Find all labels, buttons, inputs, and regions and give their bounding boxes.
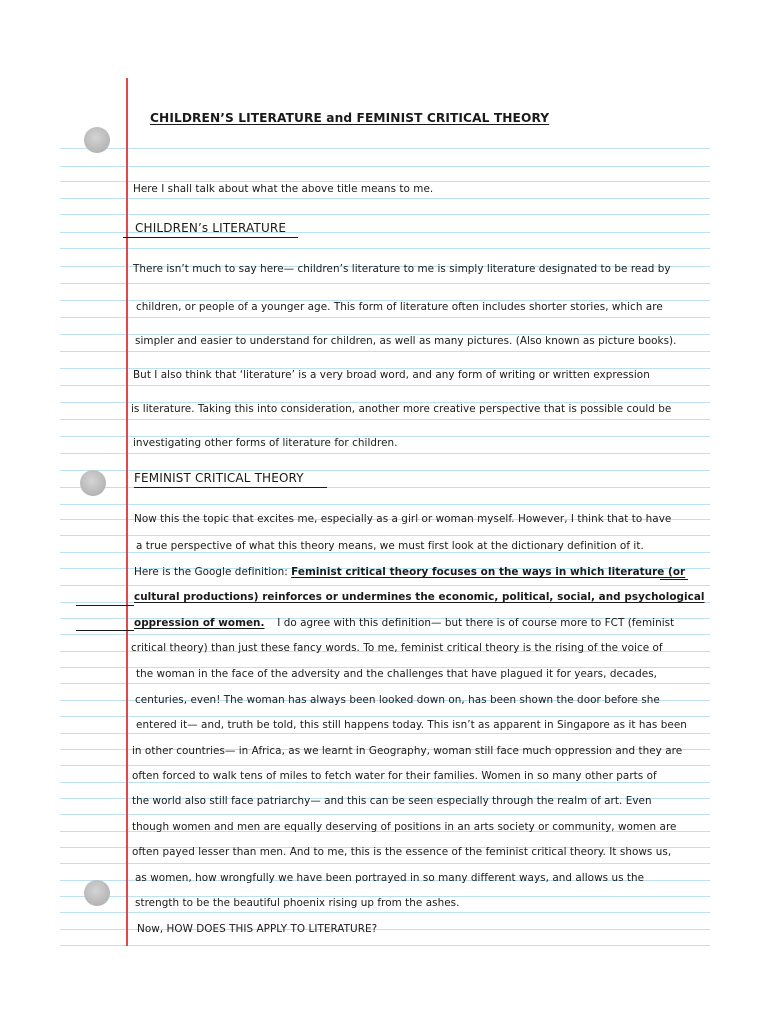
ruled-line <box>60 248 710 249</box>
paragraph-line: the woman in the face of the adversity and the challenges that have plagued it for years, decades, <box>136 668 658 680</box>
paragraph-line: investigating other forms of literature for children. <box>133 437 398 449</box>
paragraph-line: a true perspective of what this theory means, we must first look at the dictionary definition of it. <box>136 540 644 552</box>
ruled-line <box>60 166 710 167</box>
ruled-line <box>60 863 710 864</box>
definition-prefix: Here is the Google definition: <box>134 566 292 578</box>
paragraph-line: simpler and easier to understand for children, as well as many pictures. (Also known as picture books). <box>135 335 677 347</box>
ruled-line <box>60 504 710 505</box>
punch-hole-middle <box>80 470 106 496</box>
paragraph-line: as women, how wrongfully we have been portrayed in so many different ways, and allows us the <box>135 872 645 884</box>
intro-text: Here I shall talk about what the above title means to me. <box>133 183 434 195</box>
punch-hole-top <box>84 127 110 153</box>
paragraph-line: the world also still face patriarchy— and this can be seen especially through the realm of art. Even <box>132 795 652 807</box>
definition-quote: Feminist critical theory focuses on the ways in which literature (or <box>291 566 686 578</box>
paragraph-line: centuries, even! The woman has always been looked down on, has been shown the door before she <box>135 694 660 706</box>
paragraph-line: often forced to walk tens of miles to fetch water for their families. Women in so many other parts of <box>132 770 657 782</box>
definition-quote: cultural productions) reinforces or undermines the economic, political, social, and psychological <box>134 591 705 603</box>
ruled-line <box>60 814 710 815</box>
heading-underline <box>134 487 327 488</box>
punch-hole-bottom <box>84 880 110 906</box>
paragraph-line: children, or people of a younger age. This form of literature often includes shorter stories, which are <box>136 301 663 313</box>
ruled-line <box>60 765 710 766</box>
ruled-line <box>60 148 710 149</box>
ruled-line <box>60 585 710 586</box>
ruled-line <box>60 351 710 352</box>
paragraph-line: in other countries— in Africa, as we learnt in Geography, woman still face much oppression and they are <box>132 745 683 757</box>
ruled-line <box>60 283 710 284</box>
ruled-line <box>60 385 710 386</box>
definition-suffix: I do agree with this definition— but there is of course more to FCT (feminist <box>277 617 675 629</box>
margin-line <box>126 78 128 946</box>
section-heading-feminist-critical-theory <box>134 471 304 485</box>
ruled-line <box>60 214 710 215</box>
definition-quote: oppression of women. <box>134 617 265 629</box>
definition-leading-underline <box>76 605 134 606</box>
section-heading-label: FEMINIST CRITICAL THEORY <box>134 471 304 485</box>
paragraph-line: often payed lesser than men. And to me, this is the essence of the feminist critical theory. It shows us, <box>132 846 672 858</box>
heading-underline <box>123 237 298 238</box>
section-heading-label: CHILDREN’s LITERATURE <box>135 221 287 235</box>
definition-trailing-underline <box>660 579 688 580</box>
ruled-line <box>60 453 710 454</box>
definition-line <box>134 616 709 630</box>
ruled-line <box>60 716 710 717</box>
ruled-line <box>60 945 710 946</box>
paragraph-line: critical theory) than just these fancy words. To me, feminist critical theory is the rising of the voice of <box>131 642 663 654</box>
section-heading-childrens-literature <box>135 221 286 235</box>
definition-leading-underline <box>76 630 134 631</box>
closing-question: Now, HOW DOES THIS APPLY TO LITERATURE? <box>137 923 378 935</box>
ruled-line <box>60 419 710 420</box>
paragraph-line: There isn’t much to say here— children’s literature to me is simply literature designated to be read by <box>133 263 671 275</box>
definition-line <box>134 565 709 579</box>
page-title: CHILDREN’S LITERATURE and FEMINIST CRITICAL THEORY <box>150 111 550 125</box>
definition-line <box>134 590 709 604</box>
paragraph-line: Now this the topic that excites me, especially as a girl or woman myself. However, I think that to have <box>134 513 672 525</box>
ruled-line <box>60 912 710 913</box>
ruled-line <box>60 198 710 199</box>
paragraph-line: strength to be the beautiful phoenix rising up from the ashes. <box>135 897 460 909</box>
ruled-line <box>60 317 710 318</box>
ruled-line <box>60 733 710 734</box>
ruled-line <box>60 634 710 635</box>
paragraph-line: is literature. Taking this into consideration, another more creative perspective that is possible could be <box>131 403 672 415</box>
paragraph-line: But I also think that ‘literature’ is a very broad word, and any form of writing or written expression <box>133 369 650 381</box>
paragraph-line: though women and men are equally deserving of positions in an arts society or community, women are <box>132 821 677 833</box>
paragraph-line: entered it— and, truth be told, this still happens today. This isn’t as apparent in Singapore as it has been <box>136 719 687 731</box>
ruled-line <box>60 683 710 684</box>
ruled-line <box>60 535 710 536</box>
